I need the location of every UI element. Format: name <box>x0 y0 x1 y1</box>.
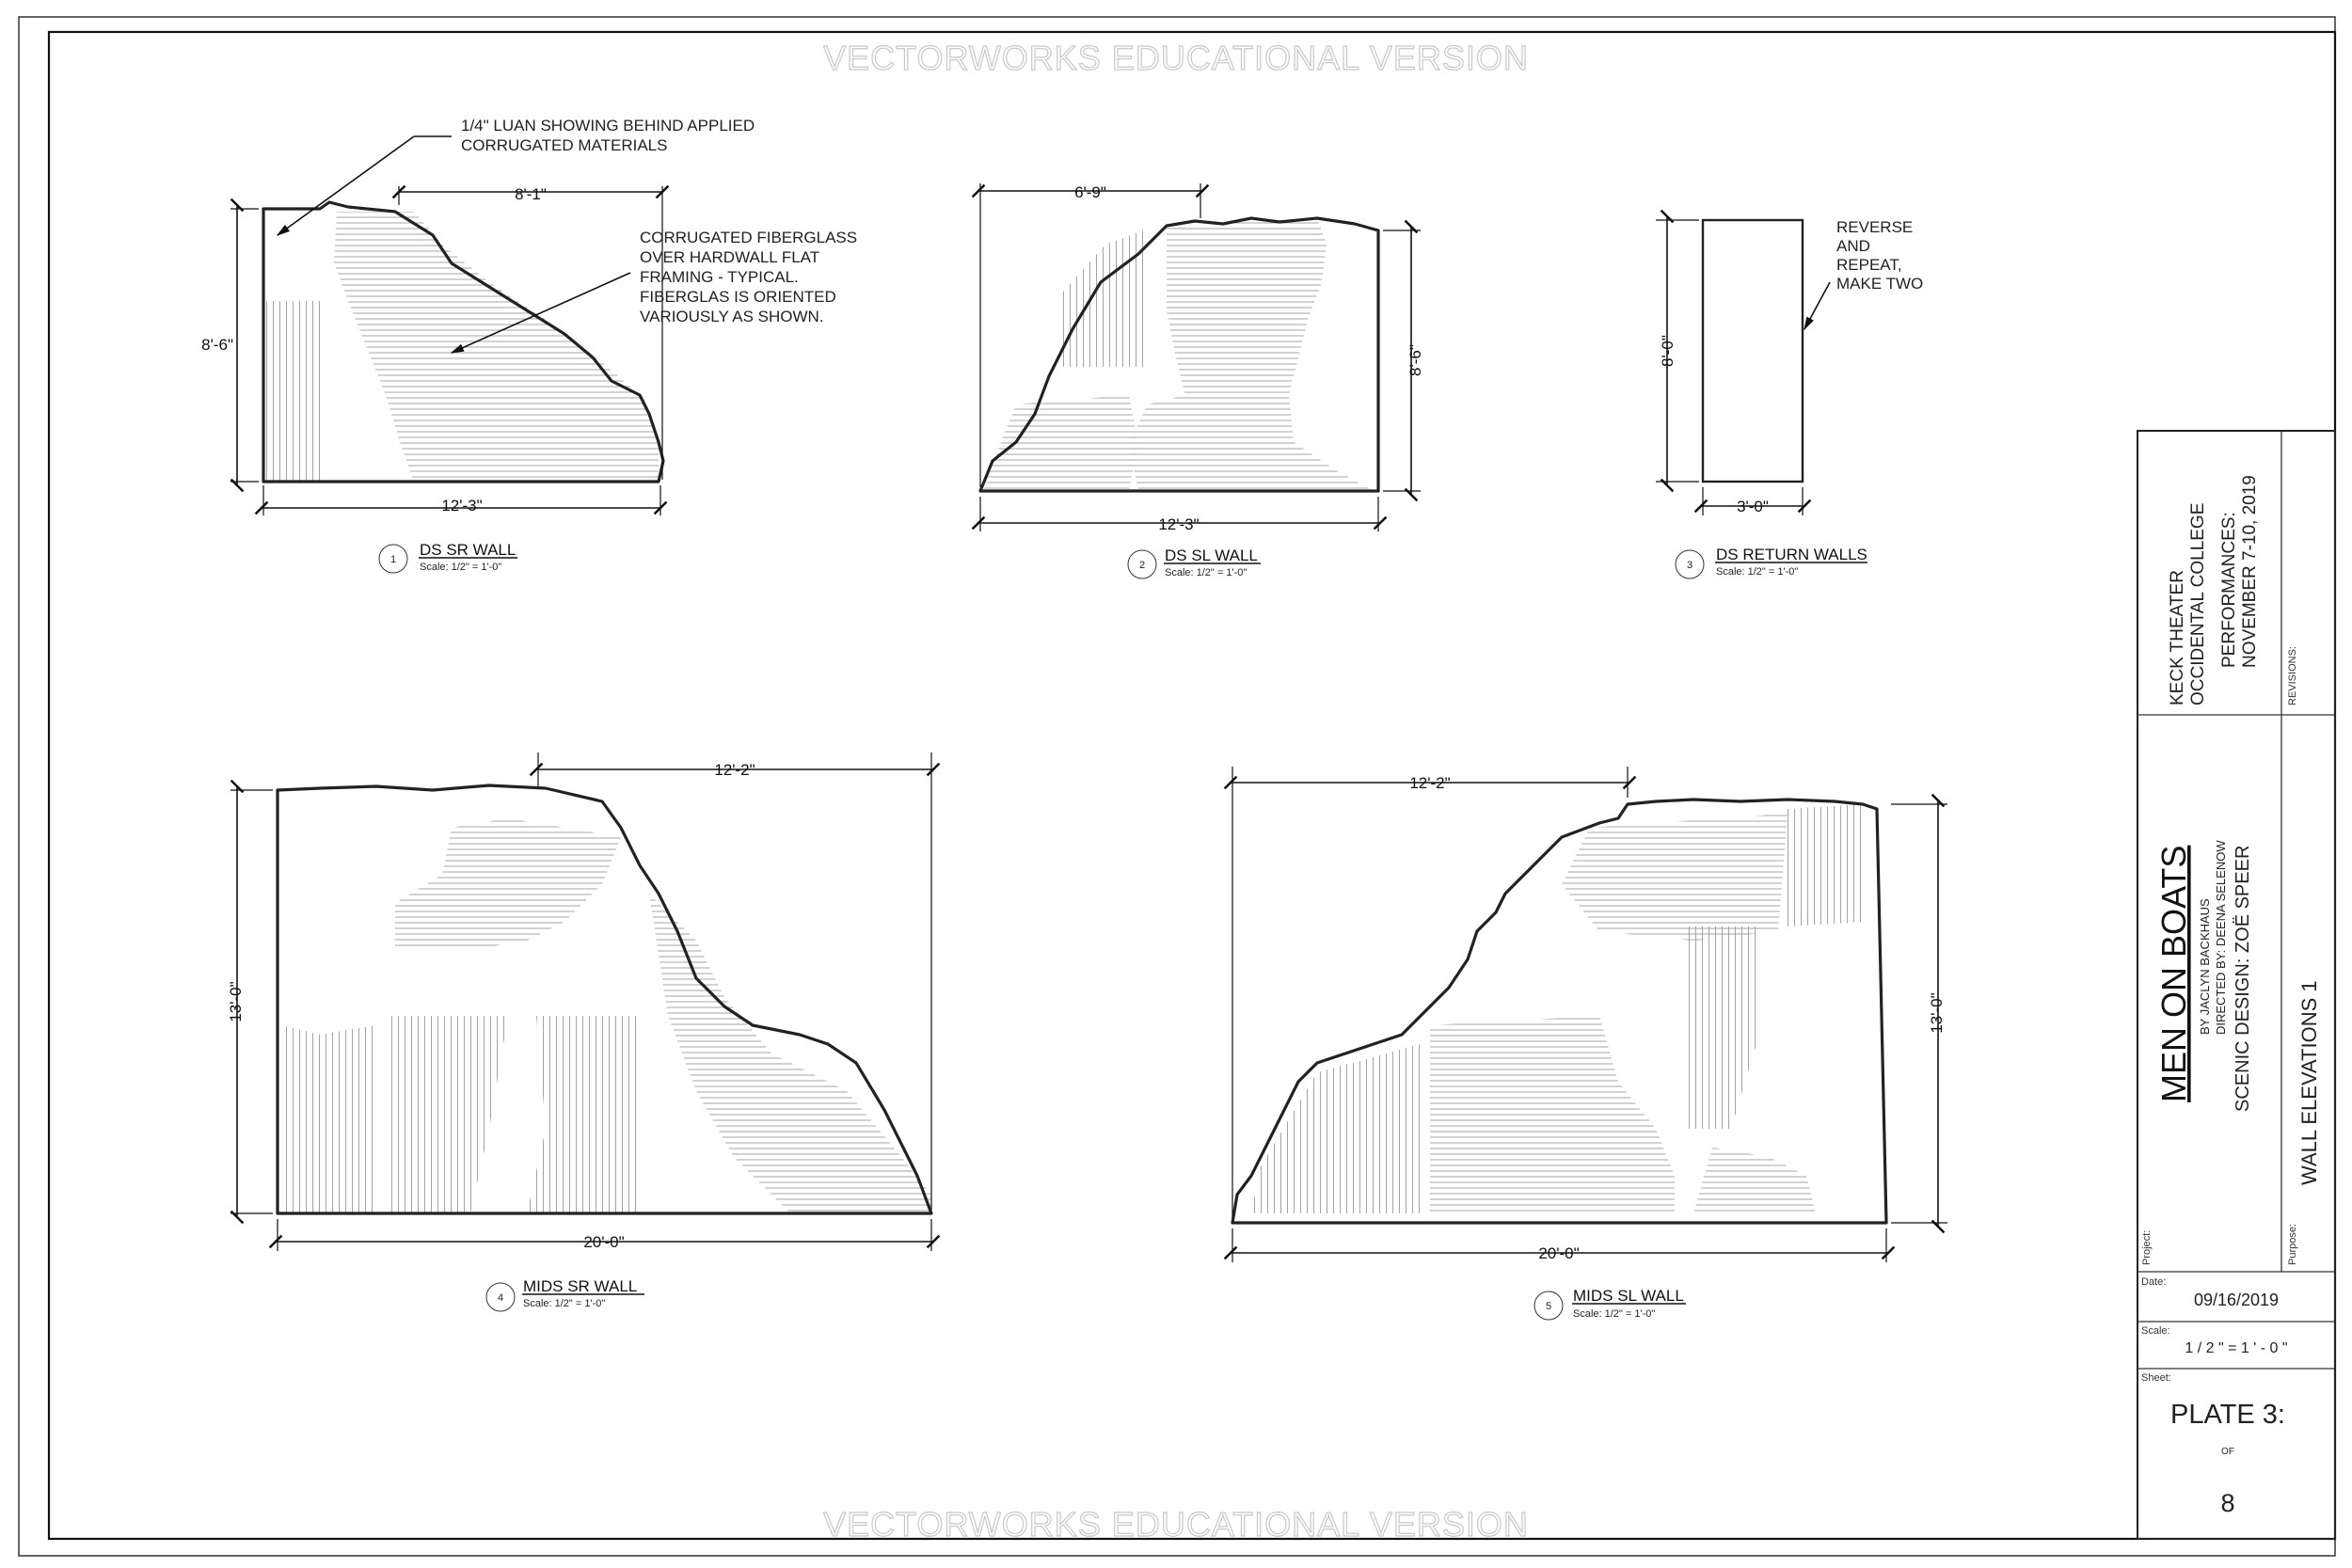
drawing-number: 4 <box>497 1292 504 1304</box>
dim-width: 20'-0" <box>583 1233 625 1251</box>
sheet-label: Sheet: <box>2141 1372 2171 1384</box>
drawing-number: 2 <box>1138 560 1146 571</box>
elevation-ds-sl-wall <box>978 183 1424 578</box>
note-fiber-1: OVER HARDWALL FLAT <box>640 248 820 266</box>
dim-partial: 12'-2" <box>714 761 755 779</box>
elevation-mids-sr-wall <box>227 752 933 1311</box>
drawing-title: DS SL WALL <box>1165 546 1258 564</box>
dim-height: 8'-6" <box>201 336 233 354</box>
total-sheets: 8 <box>2220 1489 2235 1517</box>
hatch-region <box>1562 814 1788 941</box>
wall-outline <box>1703 220 1803 482</box>
hatch-region <box>649 894 931 1213</box>
performances-dates: NOVEMBER 7-10, 2019 <box>2240 475 2260 668</box>
dim-height: 8'-6" <box>1406 344 1424 376</box>
hatch-region <box>282 1025 376 1213</box>
project-title: MEN ON BOATS <box>2154 845 2193 1102</box>
note-fiber-0: CORRUGATED FIBERGLASS <box>640 229 858 246</box>
hatch-region <box>983 395 1138 491</box>
credit-author: BY JACLYN BACKHAUS <box>2198 898 2212 1035</box>
drawing-number: 5 <box>1545 1301 1552 1312</box>
dim-height: 13'-0" <box>1928 992 1946 1034</box>
drawing-scale: Scale: 1/2" = 1'-0" <box>420 562 502 573</box>
hatch-region <box>1251 1044 1421 1213</box>
dim-height: 8'-0" <box>1659 335 1677 367</box>
credit-director: DIRECTED BY: DEENA SELENOW <box>2214 840 2228 1035</box>
scale-value: 1 / 2 " = 1 ' - 0 " <box>2185 1340 2288 1356</box>
dim-height: 13'-0" <box>227 981 245 1022</box>
plate-number: PLATE 3: <box>2170 1400 2285 1430</box>
venue-line-2: OCCIDENTAL COLLEGE <box>2188 502 2208 705</box>
note-fiber-2: FRAMING - TYPICAL. <box>640 268 799 286</box>
project-label: Project: <box>2141 1229 2153 1265</box>
dim-partial: 6'-9" <box>1074 183 1106 201</box>
elevation-mids-sl-wall <box>1231 767 1947 1320</box>
note-reverse-1: AND <box>1836 237 1870 255</box>
drawing-title: MIDS SL WALL <box>1573 1287 1684 1305</box>
dim-width: 12'-3" <box>1158 515 1200 533</box>
date-label: Date: <box>2141 1276 2167 1288</box>
hatch-region <box>386 1016 508 1213</box>
note-luan-line1: 1/4" LUAN SHOWING BEHIND APPLIED <box>461 117 755 135</box>
note-reverse-3: MAKE TWO <box>1836 275 1924 293</box>
revisions-label: REVISIONS: <box>2287 646 2298 705</box>
hatch-region <box>527 1016 640 1213</box>
drawing-number: 3 <box>1686 560 1693 571</box>
drawing-scale: Scale: 1/2" = 1'-0" <box>523 1298 606 1309</box>
note-fiber-4: VARIOUSLY AS SHOWN. <box>640 308 824 325</box>
elevation-ds-sr-wall <box>201 117 857 573</box>
hatch-region <box>263 301 325 482</box>
performances-label: PERFORMANCES: <box>2219 512 2239 668</box>
dim-width: 20'-0" <box>1538 1244 1580 1262</box>
hatch-region <box>334 212 659 482</box>
note-reverse-0: REVERSE <box>1836 218 1914 236</box>
note-luan-line2: CORRUGATED MATERIALS <box>461 136 668 154</box>
drawing-scale: Scale: 1/2" = 1'-0" <box>1573 1308 1656 1320</box>
drawing-scale: Scale: 1/2" = 1'-0" <box>1716 566 1799 578</box>
credit-scenic: SCENIC DESIGN: ZOË SPEER <box>2233 845 2253 1112</box>
hatch-region <box>1129 218 1374 491</box>
drawing-number: 1 <box>389 554 397 565</box>
dim-partial: 8'-1" <box>515 185 547 203</box>
drawing-title: DS SR WALL <box>420 541 516 559</box>
dim-partial: 12'-2" <box>1409 774 1451 792</box>
drawing-title: DS RETURN WALLS <box>1716 546 1867 563</box>
purpose-value: WALL ELEVATIONS 1 <box>2297 980 2321 1185</box>
watermark-bottom: VECTORWORKS EDUCATIONAL VERSION <box>823 1505 1529 1544</box>
hatch-region <box>1684 927 1759 1129</box>
drawing-scale: Scale: 1/2" = 1'-0" <box>1165 567 1248 578</box>
hatch-region <box>1693 1148 1816 1213</box>
hatch-region <box>1430 1016 1675 1213</box>
drawing-title: MIDS SR WALL <box>523 1277 638 1295</box>
hatch-region <box>1063 230 1143 367</box>
purpose-label: Purpose: <box>2287 1223 2298 1265</box>
venue-line-1: KECK THEATER <box>2168 570 2187 705</box>
note-reverse-2: REPEAT, <box>1836 256 1902 274</box>
hatch-region <box>1788 804 1863 927</box>
dim-width: 12'-3" <box>441 497 483 515</box>
hatch-region <box>395 818 621 950</box>
of-label: OF <box>2221 1447 2234 1457</box>
dim-width: 3'-0" <box>1737 498 1769 515</box>
scale-label: Scale: <box>2141 1325 2170 1337</box>
title-block <box>2137 431 2335 1539</box>
elevation-ds-return-walls <box>1656 216 1923 578</box>
date-value: 09/16/2019 <box>2193 1291 2280 1309</box>
watermark-top: VECTORWORKS EDUCATIONAL VERSION <box>823 39 1529 77</box>
note-fiber-3: FIBERGLAS IS ORIENTED <box>640 288 836 306</box>
